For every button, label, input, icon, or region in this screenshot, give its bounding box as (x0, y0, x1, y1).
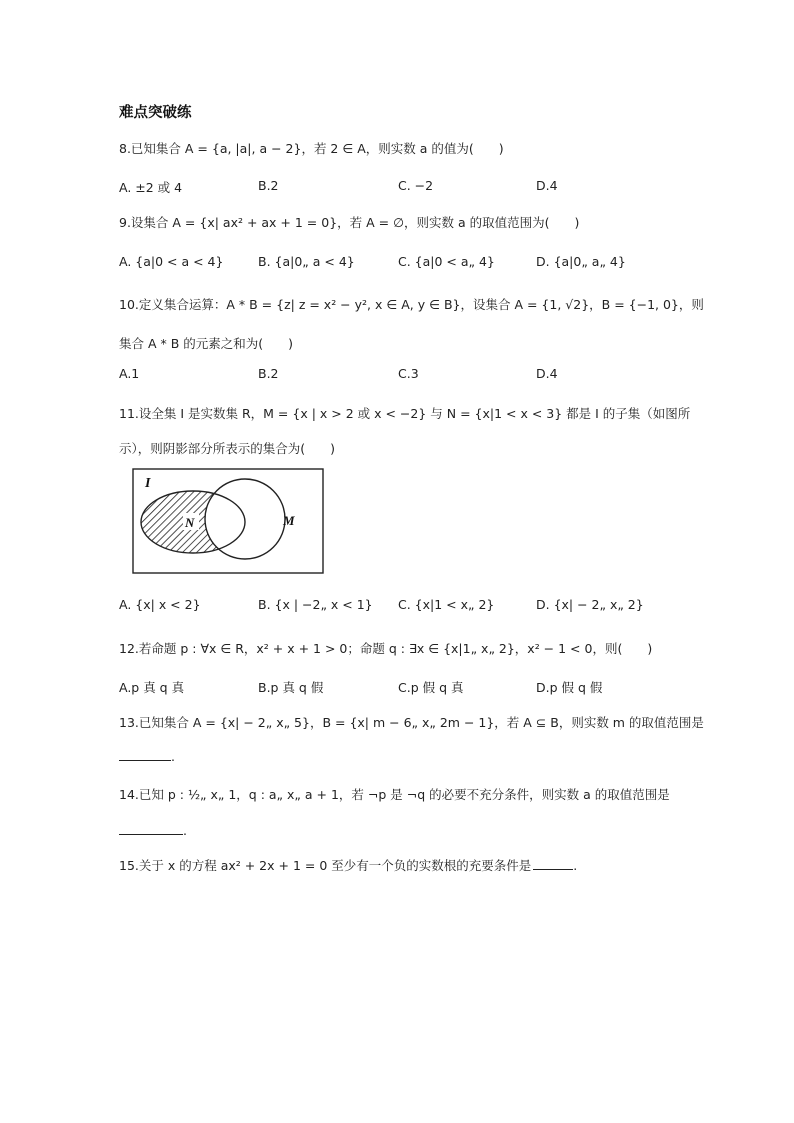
q10-option-b: B.2 (258, 366, 279, 381)
label-universe: I (145, 476, 151, 491)
q11-option-d: D. {x| − 2„ x„ 2} (536, 597, 644, 612)
q12-option-d: D.p 假 q 假 (536, 680, 603, 695)
q10-option-d: D.4 (536, 366, 558, 381)
label-m: M (283, 513, 295, 528)
q14-blank[interactable] (119, 822, 183, 835)
q9-option-a: A. {a|0 < a < 4} (119, 254, 224, 269)
q10-option-a: A.1 (119, 366, 140, 381)
q8-option-d: D.4 (536, 178, 558, 193)
q8-option-a: A. ±2 或 4 (119, 180, 183, 195)
q11-option-a: A. {x| x < 2} (119, 597, 201, 612)
q11-option-b: B. {x | −2„ x < 1} (258, 597, 373, 612)
label-n: N (185, 515, 195, 530)
q9-option-d: D. {a|0„ a„ 4} (536, 254, 626, 269)
q9-option-c: C. {a|0 < a„ 4} (398, 254, 495, 269)
question-12-stem: 12.若命题 p : ∀x ∈ R，x² + x + 1 > 0；命题 q : ∃x ∈ {x|1„ x„ 2}，x² − 1 < 0，则( ) (119, 641, 653, 656)
question-9-stem: 9.设集合 A = {x| ax² + ax + 1 = 0}，若 A = ∅，则实数 a 的取值范围为( ) (119, 215, 580, 230)
q9-option-b: B. {a|0„ a < 4} (258, 254, 355, 269)
venn-diagram (132, 468, 326, 576)
q8-option-b: B.2 (258, 178, 279, 193)
question-11-stem-line2: 示），则阴影部分所表示的集合为( ) (119, 441, 336, 456)
section-title: 难点突破练 (119, 105, 192, 121)
question-11-stem-line1: 11.设全集 I 是实数集 R，M = {x | x > 2 或 x < −2} 与 N = {x|1 < x < 3} 都是 I 的子集（如图所 (119, 406, 691, 421)
q8-option-c: C. −2 (398, 178, 434, 193)
question-15-line: 15.关于 x 的方程 ax² + 2x + 1 = 0 至少有一个负的实数根的充要条件是 . (119, 858, 578, 873)
q12-option-c: C.p 假 q 真 (398, 680, 464, 695)
q12-option-a: A.p 真 q 真 (119, 680, 185, 695)
q12-option-b: B.p 真 q 假 (258, 680, 324, 695)
question-10-stem-line1: 10.定义集合运算：A * B = {z| z = x² − y², x ∈ A, y ∈ B}，设集合 A = {1, √2}，B = {−1, 0}，则 (119, 297, 704, 312)
q13-blank[interactable] (119, 748, 171, 761)
question-14-stem: 14.已知 p : ½„ x„ 1，q : a„ x„ a + 1，若 ¬p 是 ¬q 的必要不充分条件，则实数 a 的取值范围是 (119, 787, 670, 802)
question-10-stem-line2: 集合 A * B 的元素之和为( ) (119, 336, 294, 351)
q13-answer-line[interactable]: . (119, 748, 175, 764)
q11-option-c: C. {x|1 < x„ 2} (398, 597, 495, 612)
question-15-stem: 15.关于 x 的方程 ax² + 2x + 1 = 0 至少有一个负的实数根的充要条件是 (119, 858, 532, 873)
q15-blank[interactable] (533, 857, 573, 870)
q10-option-c: C.3 (398, 366, 419, 381)
q14-answer-line[interactable]: . (119, 822, 187, 838)
question-13-stem: 13.已知集合 A = {x| − 2„ x„ 5}，B = {x| m − 6„ x„ 2m − 1}，若 A ⊆ B，则实数 m 的取值范围是 (119, 715, 704, 730)
question-8-stem: 8.已知集合 A = {a, |a|, a − 2}，若 2 ∈ A，则实数 a 的值为( ) (119, 141, 504, 156)
